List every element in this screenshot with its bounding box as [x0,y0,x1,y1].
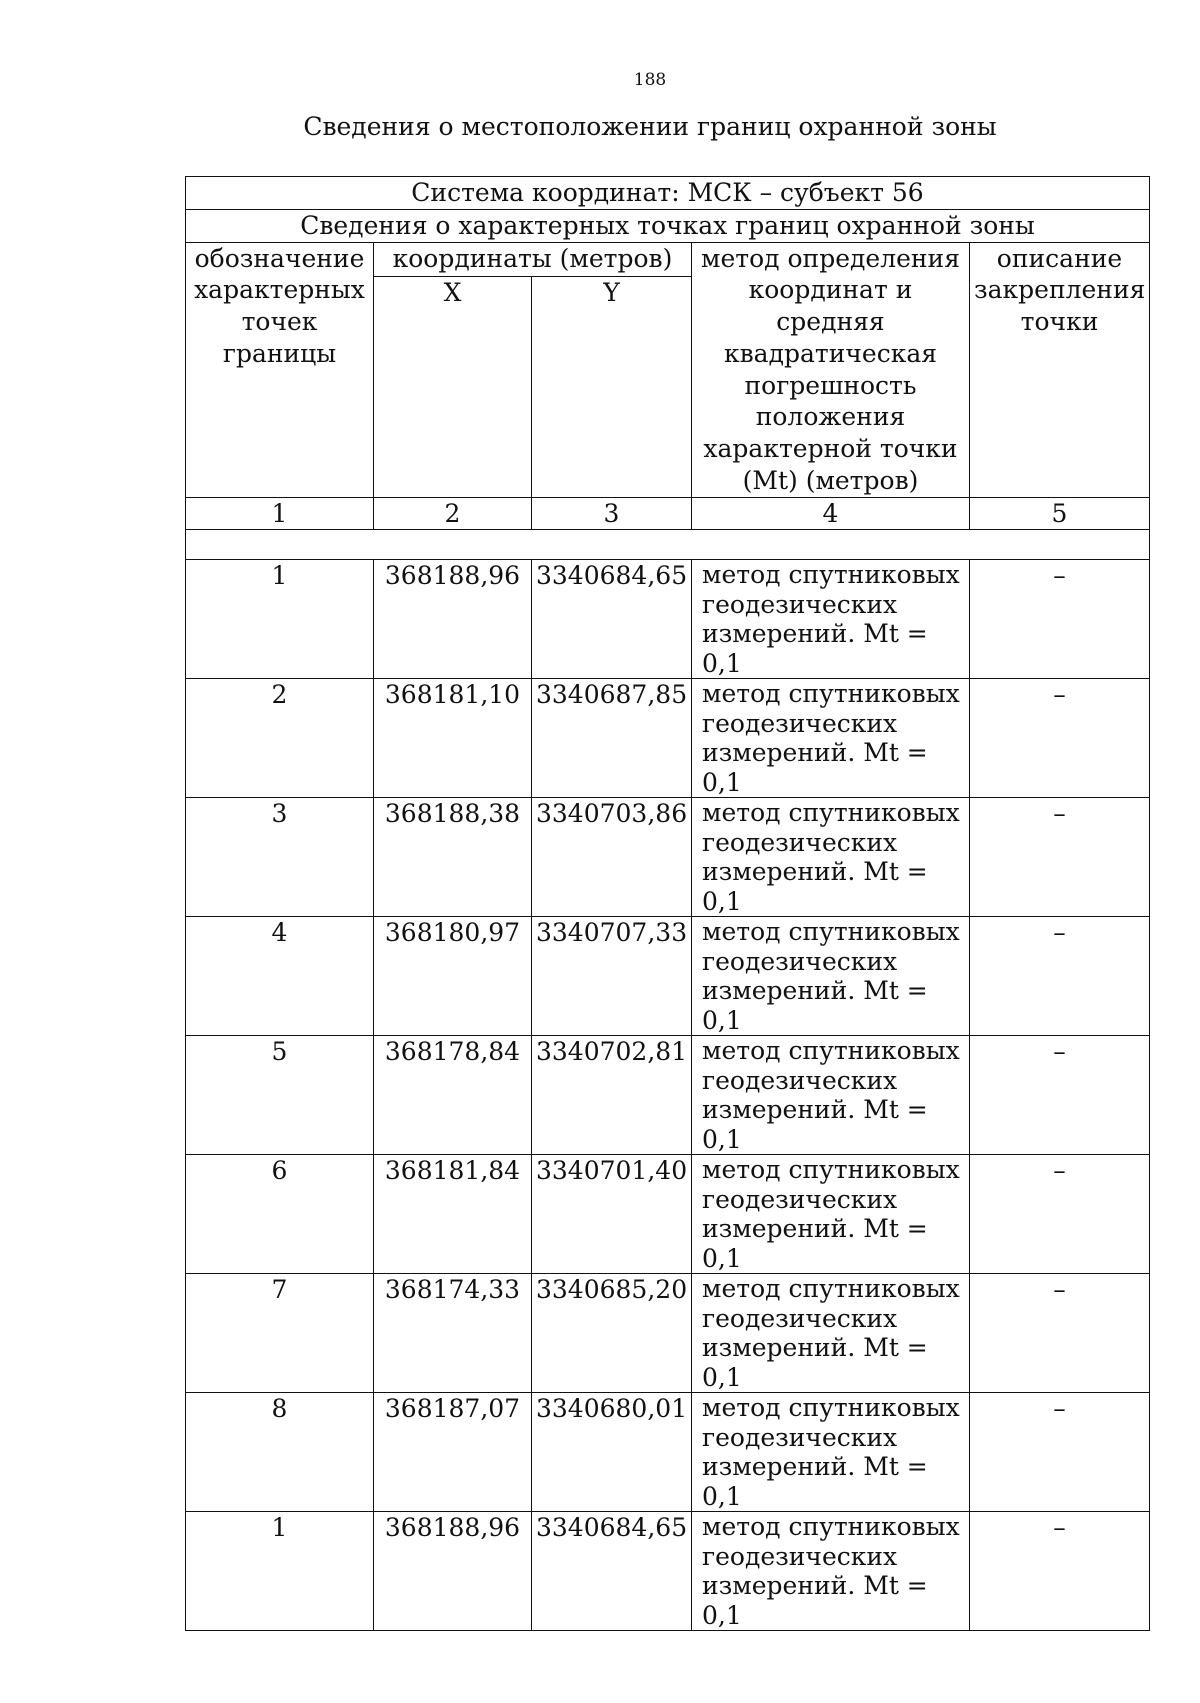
table-row [186,1512,1150,1631]
method-cell: метод спутниковых геодезических измерений. Mt = 0,1 [692,1393,970,1512]
description-cell: – [970,1155,1150,1274]
point-cell: 3 [186,798,374,917]
table-row [186,1274,1150,1393]
point-cell: 2 [186,679,374,798]
method-cell: метод спутниковых геодезических измерений. Mt = 0,1 [692,798,970,917]
method-cell: метод спутниковых геодезических измерений. Mt = 0,1 [692,917,970,1036]
table-row [186,560,1150,679]
point-cell: 4 [186,917,374,1036]
point-cell: 7 [186,1274,374,1393]
method-cell: метод спутниковых геодезических измерений. Mt = 0,1 [692,1036,970,1155]
x-cell: 368188,96 [374,560,532,679]
y-cell: 3340703,86 [532,798,692,917]
x-cell: 368187,07 [374,1393,532,1512]
empty-cell [186,530,1150,560]
table-row [186,679,1150,798]
x-cell: 368181,84 [374,1155,532,1274]
x-cell: 368181,10 [374,679,532,798]
column-number-row [186,497,1150,530]
coordinate-system-cell: Система координат: МСК – субъект 56 [186,177,1150,210]
y-cell: 3340684,65 [532,1512,692,1631]
method-cell: метод спутниковых геодезических измерений. Mt = 0,1 [692,1274,970,1393]
point-cell: 1 [186,560,374,679]
column-number: 2 [374,497,532,530]
y-cell: 3340684,65 [532,560,692,679]
method-cell: метод спутниковых геодезических измерений. Mt = 0,1 [692,1155,970,1274]
table-row [186,917,1150,1036]
description-cell: – [970,560,1150,679]
y-cell: 3340707,33 [532,917,692,1036]
coordinate-system-row [186,177,1150,210]
header-method: метод определения координат и средняя квадратическая погрешность положения характерной точки (Mt) (метров) [692,242,970,497]
coordinates-table-body [186,177,1150,1631]
empty-row [186,530,1150,560]
header-y: Y [532,276,692,497]
header-point: обозначение характерных точек границы [186,242,374,497]
y-cell: 3340701,40 [532,1155,692,1274]
table-row [186,798,1150,917]
description-cell: – [970,1512,1150,1631]
column-number: 3 [532,497,692,530]
y-cell: 3340702,81 [532,1036,692,1155]
point-cell: 8 [186,1393,374,1512]
x-cell: 368174,33 [374,1274,532,1393]
table-row [186,1155,1150,1274]
y-cell: 3340685,20 [532,1274,692,1393]
point-cell: 1 [186,1512,374,1631]
x-cell: 368180,97 [374,917,532,1036]
y-cell: 3340687,85 [532,679,692,798]
method-cell: метод спутниковых геодезических измерений. Mt = 0,1 [692,679,970,798]
column-number: 1 [186,497,374,530]
description-cell: – [970,917,1150,1036]
description-cell: – [970,679,1150,798]
header-description: описание закрепления точки [970,242,1150,497]
description-cell: – [970,798,1150,917]
header-x: X [374,276,532,497]
column-number: 4 [692,497,970,530]
info-row [186,209,1150,242]
point-cell: 6 [186,1155,374,1274]
method-cell: метод спутниковых геодезических измерений. Mt = 0,1 [692,1512,970,1631]
x-cell: 368188,38 [374,798,532,917]
x-cell: 368178,84 [374,1036,532,1155]
coordinates-table [185,176,1150,1631]
description-cell: – [970,1393,1150,1512]
page-number: 188 [633,70,667,90]
x-cell: 368188,96 [374,1512,532,1631]
info-cell: Сведения о характерных точках границ охранной зоны [186,209,1150,242]
table-row [186,1393,1150,1512]
point-cell: 5 [186,1036,374,1155]
column-number: 5 [970,497,1150,530]
method-cell: метод спутниковых геодезических измерений. Mt = 0,1 [692,560,970,679]
table-row [186,1036,1150,1155]
y-cell: 3340680,01 [532,1393,692,1512]
description-cell: – [970,1274,1150,1393]
document-title: Сведения о местоположении границ охранной зоны [303,112,997,141]
header-coords: координаты (метров) [374,242,692,276]
header-row [186,242,1150,276]
description-cell: – [970,1036,1150,1155]
